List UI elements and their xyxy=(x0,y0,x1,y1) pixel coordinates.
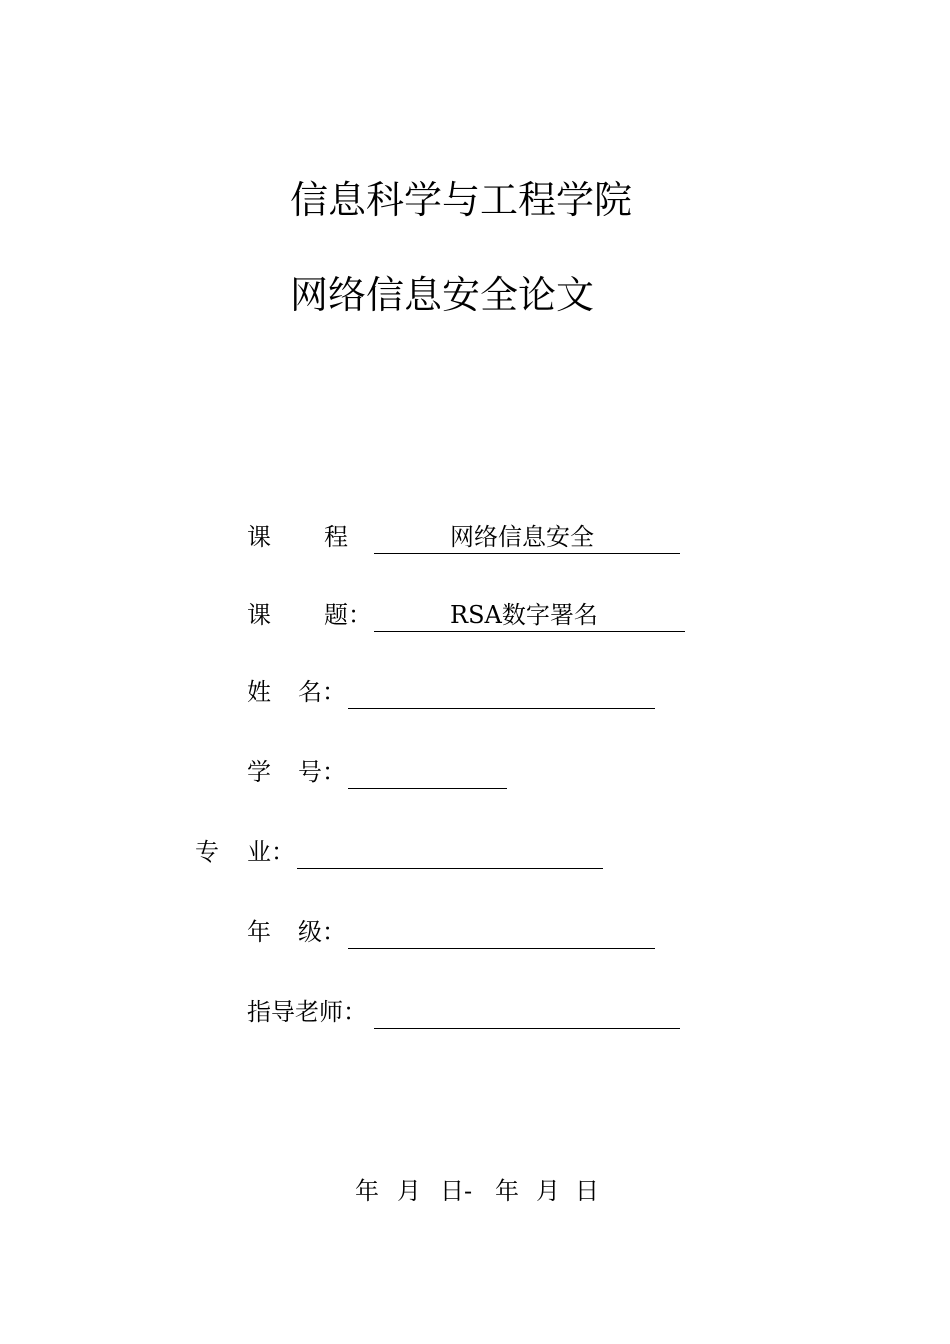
student-id-line[interactable] xyxy=(348,755,507,789)
major-line[interactable] xyxy=(297,835,603,869)
major-field: 专 业： xyxy=(195,835,610,869)
grade-field: 年 级： xyxy=(247,915,662,949)
course-value: 网络信息安全 xyxy=(450,523,594,551)
student-id-field: 学 号： xyxy=(247,755,517,789)
school-title: 信息科学与工程学院 xyxy=(290,178,633,222)
end-day-label: 日 xyxy=(575,1177,599,1205)
course-line[interactable] xyxy=(374,520,680,554)
course-field: 课 程 网络信息安全 xyxy=(247,520,687,554)
topic-field: 课 题： RSA数字署名 xyxy=(247,598,692,632)
advisor-line[interactable] xyxy=(374,995,680,1029)
advisor-field: 指导老师： xyxy=(247,995,687,1029)
name-field: 姓 名： xyxy=(247,675,662,709)
name-line[interactable] xyxy=(348,675,655,709)
grade-line[interactable] xyxy=(348,915,655,949)
end-month-label: 月 xyxy=(536,1177,560,1205)
start-month-label: 月 xyxy=(397,1177,421,1205)
start-year-label: 年 xyxy=(355,1177,379,1205)
topic-value: RSA数字署名 xyxy=(450,601,598,629)
paper-title: 网络信息安全论文 xyxy=(290,273,595,317)
end-year-label: 年 xyxy=(495,1177,519,1205)
topic-line[interactable] xyxy=(374,598,685,632)
start-day-label: 日- xyxy=(440,1177,473,1205)
